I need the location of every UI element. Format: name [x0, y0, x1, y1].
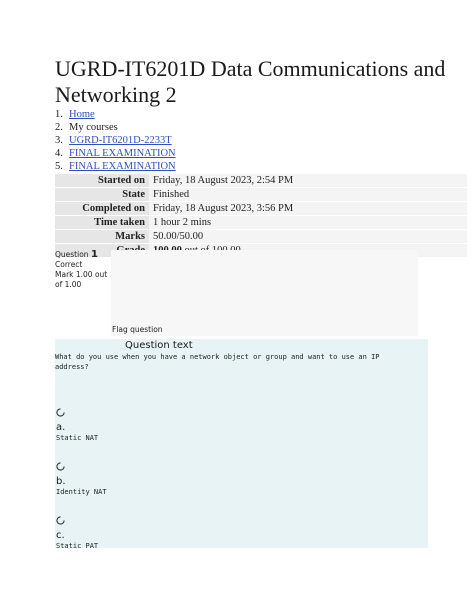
breadcrumb-number: 1. [55, 109, 63, 120]
breadcrumb-label-my-courses: My courses [69, 122, 118, 133]
answer-text: Static NAT [56, 434, 99, 442]
summary-row-started [55, 174, 467, 188]
radio-icon[interactable] [56, 408, 65, 417]
answer-letter: a. [56, 422, 66, 433]
answer-letter: c. [56, 530, 65, 541]
answer-text: Static PAT [56, 542, 99, 550]
breadcrumb-number: 5. [55, 161, 63, 172]
breadcrumb-item-course [55, 134, 176, 147]
answer-letter: b. [56, 476, 66, 487]
breadcrumb-link-home[interactable]: Home [69, 109, 95, 120]
summary-value: Friday, 18 August 2023, 3:56 PM [149, 202, 467, 216]
radio-icon[interactable] [56, 462, 65, 471]
answer-option-c[interactable] [56, 516, 98, 551]
answer-option-a[interactable] [56, 408, 98, 443]
answer-option-b[interactable] [56, 462, 107, 497]
summary-value: Finished [149, 188, 467, 202]
breadcrumb-number: 2. [55, 122, 63, 133]
breadcrumb-link-final-exam-section[interactable]: FINAL EXAMINATION [69, 148, 176, 159]
summary-label: State [55, 188, 149, 202]
summary-row-state [55, 188, 467, 202]
breadcrumb-item-my-courses [55, 121, 176, 134]
summary-row-time [55, 216, 467, 230]
breadcrumb-number: 3. [55, 135, 63, 146]
summary-label: Time taken [55, 216, 149, 230]
attempt-summary-table [55, 173, 467, 257]
breadcrumb-item-final-exam-section [55, 147, 176, 160]
flag-question-link[interactable]: Flag question [112, 325, 163, 334]
breadcrumb-item-home [55, 108, 176, 121]
page-title: UGRD-IT6201D Data Communications and Networking 2 [55, 56, 446, 107]
breadcrumb-number: 4. [55, 148, 63, 159]
summary-value: 50.00/50.00 [149, 230, 467, 244]
breadcrumb-link-course[interactable]: UGRD-IT6201D-2233T [69, 135, 172, 146]
radio-icon[interactable] [56, 516, 65, 525]
breadcrumb-item-final-exam-quiz [55, 160, 176, 173]
breadcrumb [55, 108, 176, 173]
question-info [55, 250, 111, 336]
question-mark: Mark 1.00 out of 1.00 [55, 270, 108, 289]
question-text-heading: Question text [125, 340, 193, 351]
question-prompt: What do you use when you have a network object or group and want to use an IP address? [55, 353, 380, 371]
question-number [55, 250, 111, 260]
summary-value: 1 hour 2 mins [149, 216, 467, 230]
answer-text: Identity NAT [56, 488, 107, 496]
question-number-value: 1 [90, 249, 98, 260]
breadcrumb-link-final-exam-quiz[interactable]: FINAL EXAMINATION [69, 161, 176, 172]
summary-value: Friday, 18 August 2023, 2:54 PM [149, 174, 467, 188]
question-status: Correct [55, 260, 83, 269]
question-prefix: Question [55, 250, 89, 259]
summary-row-completed [55, 202, 467, 216]
summary-label: Started on [55, 174, 149, 188]
summary-label: Completed on [55, 202, 149, 216]
summary-row-marks [55, 230, 467, 244]
question-info-panel [111, 250, 418, 336]
summary-label: Marks [55, 230, 149, 244]
